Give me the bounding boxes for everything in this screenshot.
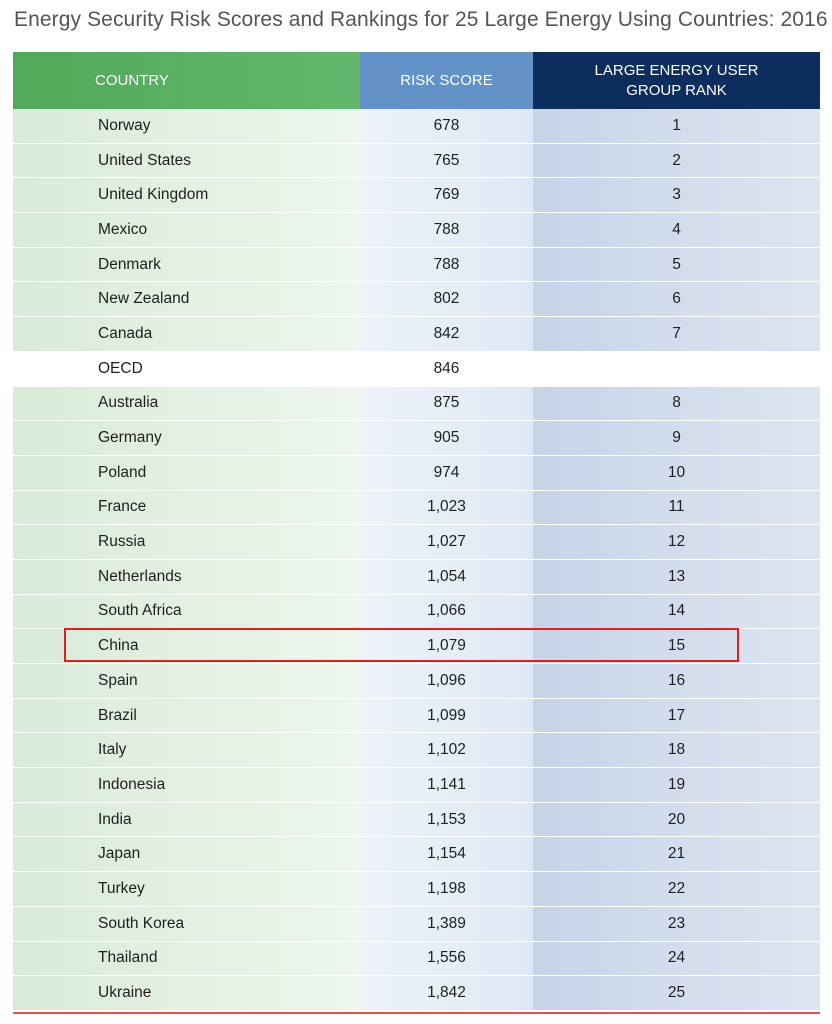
group-rank-cell: 6 [533,282,820,316]
header-group-rank [533,52,820,109]
risk-score-cell: 875 [360,387,533,421]
table-row [13,456,820,491]
header-rank-line2: GROUP RANK [626,81,727,99]
group-rank-cell: 8 [533,387,820,421]
risk-score-cell: 788 [360,248,533,282]
table-row [13,109,820,144]
group-rank-cell: 21 [533,837,820,871]
group-rank-cell: 17 [533,699,820,733]
country-cell: Thailand [13,942,360,976]
risk-score-cell: 1,027 [360,525,533,559]
table-row [13,907,820,942]
risk-score-cell: 1,102 [360,733,533,767]
group-rank-cell: 11 [533,491,820,525]
country-cell: South Korea [13,907,360,941]
group-rank-cell: 18 [533,733,820,767]
table-row [13,144,820,179]
country-cell: Italy [13,733,360,767]
country-cell: France [13,491,360,525]
group-rank-cell: 12 [533,525,820,559]
group-rank-cell: 16 [533,664,820,698]
risk-score-cell: 974 [360,456,533,490]
country-cell: Russia [13,525,360,559]
table-bottom-rule [13,1012,820,1014]
country-cell: New Zealand [13,282,360,316]
table-row [13,317,820,352]
group-rank-cell: 19 [533,768,820,802]
table-row [13,525,820,560]
group-rank-cell: 23 [533,907,820,941]
country-cell: Ukraine [13,976,360,1010]
country-cell: Denmark [13,248,360,282]
table-body [13,109,820,1011]
group-rank-cell: 10 [533,456,820,490]
table-row [13,491,820,526]
chart-title: Energy Security Risk Scores and Rankings for 25 Large Energy Using Countries: 2016 [14,8,828,31]
table-row [13,837,820,872]
country-cell: Australia [13,387,360,421]
country-cell: Japan [13,837,360,871]
group-rank-cell: 13 [533,560,820,594]
table-row [13,387,820,422]
group-rank-cell: 25 [533,976,820,1010]
risk-score-cell: 769 [360,178,533,212]
group-rank-cell: 2 [533,144,820,178]
country-cell: Canada [13,317,360,351]
group-rank-cell: 5 [533,248,820,282]
risk-score-cell: 1,153 [360,803,533,837]
table-row [13,213,820,248]
group-rank-cell: 4 [533,213,820,247]
table-row [13,942,820,977]
risk-score-cell: 1,556 [360,942,533,976]
risk-score-cell: 1,066 [360,595,533,629]
table-row [13,352,820,387]
table-row [13,178,820,213]
risk-score-cell: 1,079 [360,629,533,663]
risk-score-cell: 1,099 [360,699,533,733]
risk-score-cell: 1,842 [360,976,533,1010]
group-rank-cell: 9 [533,421,820,455]
group-rank-cell: 15 [533,629,820,663]
group-rank-cell: 1 [533,109,820,143]
table-row [13,595,820,630]
country-cell: Spain [13,664,360,698]
table-row [13,248,820,283]
risk-score-cell: 765 [360,144,533,178]
header-rank-line1: LARGE ENERGY USER [594,61,759,79]
table-row [13,629,820,664]
country-cell: South Africa [13,595,360,629]
country-cell: Poland [13,456,360,490]
header-country: COUNTRY [13,52,360,109]
risk-score-cell: 788 [360,213,533,247]
risk-score-cell: 1,023 [360,491,533,525]
country-cell: United Kingdom [13,178,360,212]
country-cell: United States [13,144,360,178]
risk-score-cell: 846 [360,352,533,386]
country-cell: Netherlands [13,560,360,594]
group-rank-cell [533,352,820,386]
risk-score-cell: 1,054 [360,560,533,594]
country-cell: Norway [13,109,360,143]
risk-score-table [13,52,820,1011]
risk-score-cell: 678 [360,109,533,143]
risk-score-cell: 905 [360,421,533,455]
country-cell: Indonesia [13,768,360,802]
risk-score-cell: 1,096 [360,664,533,698]
table-row [13,976,820,1011]
table-row [13,872,820,907]
country-cell: Mexico [13,213,360,247]
table-row [13,664,820,699]
country-cell: OECD [13,352,360,386]
header-risk-score: RISK SCORE [360,52,533,109]
country-cell: Germany [13,421,360,455]
country-cell: China [13,629,360,663]
risk-score-cell: 1,389 [360,907,533,941]
table-row [13,768,820,803]
table-row [13,421,820,456]
table-row [13,699,820,734]
country-cell: Turkey [13,872,360,906]
risk-score-cell: 1,198 [360,872,533,906]
group-rank-cell: 14 [533,595,820,629]
table-row [13,282,820,317]
group-rank-cell: 24 [533,942,820,976]
table-row [13,560,820,595]
group-rank-cell: 7 [533,317,820,351]
risk-score-cell: 1,154 [360,837,533,871]
table-row [13,803,820,838]
group-rank-cell: 3 [533,178,820,212]
table-row [13,733,820,768]
risk-score-cell: 802 [360,282,533,316]
group-rank-cell: 22 [533,872,820,906]
table-header [13,52,820,109]
risk-score-cell: 842 [360,317,533,351]
country-cell: Brazil [13,699,360,733]
country-cell: India [13,803,360,837]
risk-score-cell: 1,141 [360,768,533,802]
group-rank-cell: 20 [533,803,820,837]
